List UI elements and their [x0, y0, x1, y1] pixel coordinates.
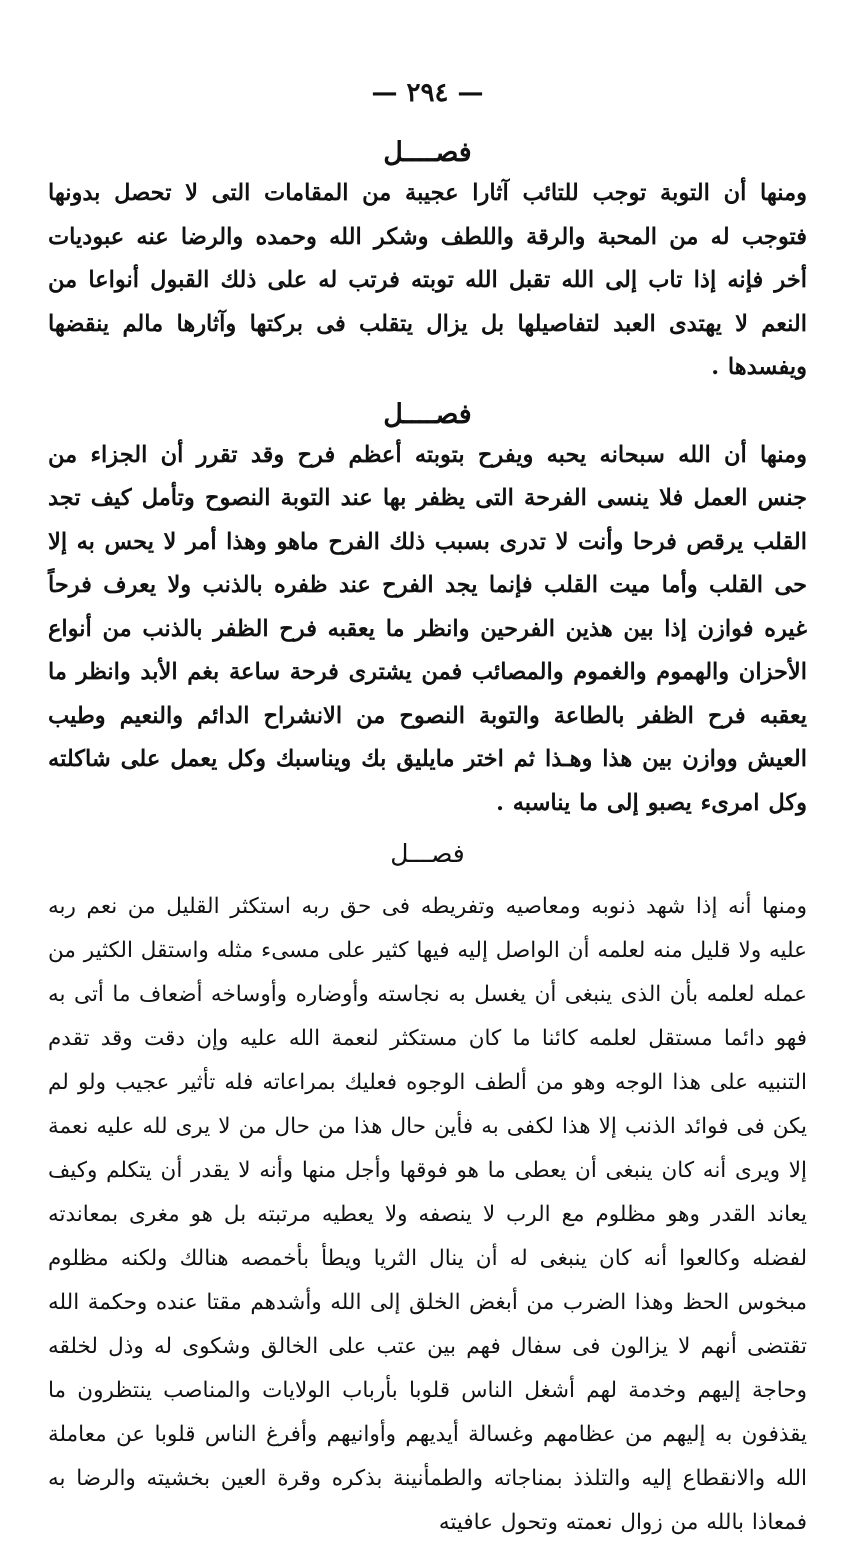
section-paragraph: ومنها أن التوبة توجب للتائب آثارا عجيبة من المقامات التى لا تحصل بدونها فتوجب له من المحبة والرقة واللطف وشكر الله وحمده والرضا عنه عبوديات أخر فإنه إذا تاب إلى الله تقبل الله توبته فرتب له على ذلك القبول أنواعا من النعم لا يهتدى العبد لتفاصيلها بل يزال يتقلب فى بركتها وآثارها مالم ينقضها ويفسدها .	[48, 180, 807, 380]
section-3	[48, 835, 807, 1545]
section-heading: فصــــل	[383, 137, 472, 168]
page-number: — ٢٩٤ —	[371, 78, 484, 108]
section-paragraph: ومنها أن الله سبحانه يحبه ويفرح بتوبته أعظم فرح وقد تقرر أن الجزاء من جنس العمل فلا ينسى الفرحة التى يظفر بها عند التوبة النصوح وتأمل كيف تجد القلب يرقص فرحا وأنت لا تدرى بسبب ذلك الفرح ماهو وهذا أمر لا يحس به إلا حى القلب وأما ميت القلب فإنما يجد الفرح عند ظفره بالذنب ولا يعرف فرحاً غيره فوازن إذا بين هذين الفرحين وانظر ما يعقبه فرح الظفر بالذنب من أنواع الأحزان والهموم والغموم والمصائب فمن يشترى فرحة ساعة بغم الأبد وانظر ما يعقبه فرح الظفر بالطاعة والتوبة النصوح من الانشراح الدائم والنعيم وطيب العيش ووازن بين هذا وهـذا ثم اختر مايليق بك ويناسبك وكل يعمل على شاكلته وكل امرىء يصبو إلى ما يناسبه .	[48, 441, 807, 816]
section-1	[48, 134, 807, 390]
section-paragraph: ومنها أنه إذا شهد ذنوبه ومعاصيه وتفريطه فى حق ربه استكثر القليل من نعم ربه عليه ولا قليل منه لعلمه أن الواصل إليه فيها كثير على مسىء مثله واستقل الكثير من عمله لعلمه بأن الذى ينبغى أن يغسل به نجاسته وأوضاره وأوساخه أضعاف ما أتى به فهو دائما مستقل لعلمه كائنا ما كان مستكثر لنعمة الله عليه وإن دقت وقد تقدم التنبيه على هذا الوجه وهو من ألطف الوجوه فعليك بمراعاته فله تأثير عجيب ولو لم يكن فى فوائد الذنب إلا هذا لكفى به فأين حال هذا من حال من لا يرى لله عليه نعمة إلا ويرى أنه كان ينبغى أن يعطى ما هو فوقها وأجل منها وأنه لا يقدر أن يتكلم وكيف يعاند القدر وهو مظلوم مع الرب لا ينصفه ولا يعطيه مرتبته بل هو مغرى بمعاندته لفضله وكالعوا أنه كان ينبغى له أن ينال الثريا ويطأ بأخمصه هنالك ولكنه مظلوم مبخوس الحظ وهذا الضرب من أبغض الخلق إلى الله وأشدهم مقتا عنده وحكمة الله تقتضى أنهم لا يزالون فى سفال فهم بين عتب على الخالق وشكوى له وذل لخلقه وحاجة إليهم وخدمة لهم أشغل الناس قلوبا بأرباب الولايات والمناصب ينتظرون ما يقذفون به إليهم من عظامهم وغسالة أيديهم وأوانيهم وأفرغ الناس قلوبا عن معاملة الله والانقطاع إليه والتلذذ بمناجاته والطمأنينة بذكره وقرة العين بخشيته والرضا به فمعاذا بالله من زوال نعمته وتحول عافيته	[48, 894, 807, 1535]
section-heading: فصـــل	[390, 839, 465, 868]
section-heading: فصــــل	[383, 398, 472, 430]
section-2	[48, 396, 807, 826]
